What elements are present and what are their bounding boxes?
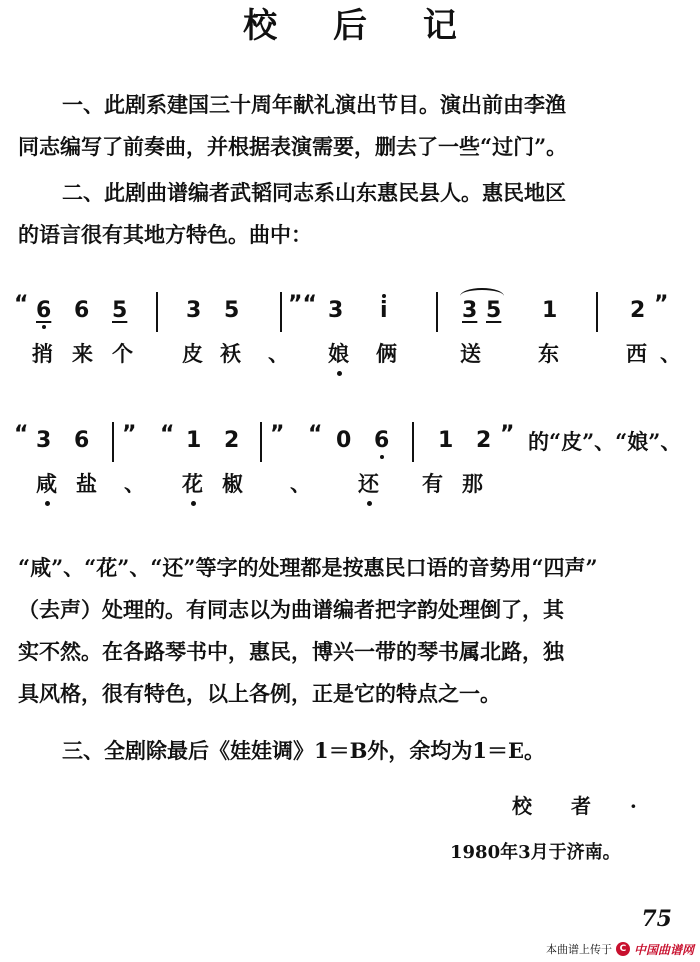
lyric: 俩 <box>376 341 397 366</box>
note: 6 <box>74 428 90 453</box>
lyric: 、 <box>124 471 145 496</box>
signer: 校 者 · <box>512 794 653 818</box>
note: 5 <box>224 298 240 323</box>
note: 3 <box>462 298 478 323</box>
paragraph-1 <box>18 84 698 168</box>
lyric: 椒 <box>222 471 243 496</box>
footer-watermark <box>546 938 694 960</box>
open-quote: “ <box>14 292 29 317</box>
note: 2 <box>224 428 240 453</box>
lyric: 捎 <box>32 341 53 366</box>
note: 3 <box>36 428 52 453</box>
bar-line <box>156 292 158 332</box>
date-line: 1980年3月于济南。 <box>450 842 621 863</box>
page-number: 75 <box>641 906 672 932</box>
lyric: 袄 <box>220 341 241 366</box>
score-row-1-lyrics <box>10 338 690 378</box>
close-quote: ” <box>270 422 285 447</box>
paragraph-3 <box>18 547 698 715</box>
open-quote: “ <box>14 422 29 447</box>
paragraph-4 <box>18 730 698 772</box>
paragraph-1-line-1: 一、此剧系建国三十周年献礼演出节目。演出前由李渔 <box>62 92 566 117</box>
score-row-2-notes <box>10 420 690 468</box>
note: 5 <box>112 298 128 323</box>
lyric-emphasized: 花 <box>182 468 203 498</box>
lyric: 、 <box>660 341 681 366</box>
note: 1 <box>542 298 558 323</box>
note: 6 <box>374 428 390 453</box>
lyric: 西 <box>626 341 647 366</box>
note: 3 <box>328 298 344 323</box>
inline-text: 的“皮”、“娘”、 <box>528 429 682 454</box>
bar-line <box>412 422 414 462</box>
lyric: 送 <box>460 341 481 366</box>
note: i <box>380 298 388 323</box>
note: 1 <box>438 428 454 453</box>
lyric: 、 <box>268 341 289 366</box>
footer-text: 本曲谱上传于 <box>545 943 612 956</box>
bar-line <box>112 422 114 462</box>
open-quote: “ <box>308 422 323 447</box>
paragraph-2 <box>18 172 698 256</box>
close-quote: ” <box>122 422 137 447</box>
footer-brand[interactable]: 中国曲谱网 <box>633 942 694 957</box>
paragraph-2-line-2: 的语言很有其地方特色。曲中： <box>18 222 312 247</box>
paragraph-3-line-3: 实不然。在各路琴书中，惠民，博兴一带的琴书属北路，独 <box>18 639 564 664</box>
bar-line <box>596 292 598 332</box>
lyric: 有 <box>422 471 443 496</box>
close-quote: ” <box>500 422 515 447</box>
note: 2 <box>630 298 646 323</box>
lyric: 个 <box>112 341 133 366</box>
score-row-2-lyrics <box>10 468 690 508</box>
lyric-emphasized: 咸 <box>36 468 57 498</box>
lyric: 盐 <box>76 471 97 496</box>
lyric-emphasized: 还 <box>358 468 379 498</box>
note: 6 <box>36 298 52 323</box>
note: 5 <box>486 298 502 323</box>
logo-icon: C <box>616 942 630 956</box>
quote-marks: ”“ <box>288 292 317 317</box>
score-row-1-notes <box>10 290 690 338</box>
note: 2 <box>476 428 492 453</box>
bar-line <box>280 292 282 332</box>
paragraph-4-line-1: 三、全剧除最后《娃娃调》1＝B外，余均为1＝E。 <box>62 738 545 763</box>
note: 6 <box>74 298 90 323</box>
paragraph-1-line-2: 同志编写了前奏曲，并根据表演需要，删去了一些“过门”。 <box>18 134 568 159</box>
paragraph-3-line-1: “咸”、“花”、“还”等字的处理都是按惠民口语的音势用“四声” <box>18 555 598 580</box>
paragraph-3-line-2: （去声）处理的。有同志以为曲谱编者把字韵处理倒了，其 <box>18 597 564 622</box>
close-quote: ” <box>654 292 669 317</box>
paragraph-2-line-1: 二、此剧曲谱编者武韬同志系山东惠民县人。惠民地区 <box>62 180 566 205</box>
bar-line <box>436 292 438 332</box>
note: 1 <box>186 428 202 453</box>
lyric: 东 <box>538 341 559 366</box>
lyric: 那 <box>462 471 483 496</box>
note: 0 <box>336 428 352 453</box>
bar-line <box>260 422 262 462</box>
open-quote: “ <box>160 422 175 447</box>
page-title: 校 后 记 <box>243 6 479 46</box>
paragraph-3-line-4: 具风格，很有特色，以上各例，正是它的特点之一。 <box>18 681 501 706</box>
lyric: 皮 <box>182 341 203 366</box>
score-row-2 <box>10 420 690 510</box>
lyric-emphasized: 娘 <box>328 338 349 368</box>
score-row-1 <box>10 290 690 380</box>
lyric: 来 <box>72 341 93 366</box>
lyric: 、 <box>290 471 311 496</box>
note: 3 <box>186 298 202 323</box>
